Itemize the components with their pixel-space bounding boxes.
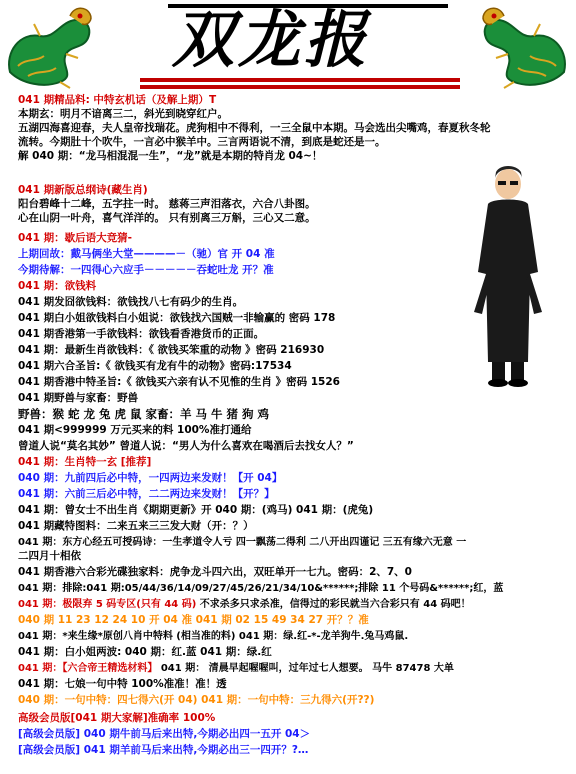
line-paichu: 041 期：排除:041 期:05/44/36/14/09/27/45/26/21/34/10&******;排除 11 个号码&******;红，蓝 bbox=[18, 583, 504, 594]
title-underline-2 bbox=[140, 85, 460, 89]
person-portrait bbox=[468, 162, 548, 387]
line-xiehouyu-last: 上期回故：戴马俩坐大堂————－（驰）官 开 04 准 bbox=[18, 248, 275, 260]
line-benqi-xuan: 本期玄：明月不谙离三二，斜光到晓穿红户。 bbox=[18, 108, 228, 120]
line-yuqian-header: 041 期：欲钱料 bbox=[18, 280, 97, 292]
line-zengnvshi: 041 期：曾女士不出生肖《期期更新》开 040 期：(鸡马) 041 期：(虎兔) bbox=[18, 504, 374, 516]
line-yeshou-list: 野兽：猴 蛇 龙 兔 虎 鼠 家畜：羊 马 牛 猪 狗 鸡 bbox=[18, 407, 270, 421]
line-laishengyuan: 041 期：*来生缘*原创八肖中特料 (相当准的料) 041 期：绿.红-*-龙羊狗牛.兔马鸡鼠. bbox=[18, 631, 409, 642]
line-yuqian-3: 041 期香港第一手欲钱料：欲钱看香港货币的正面。 bbox=[18, 328, 265, 340]
line-999999: 041 期<999999 万元买来的料 100%准打通给 bbox=[18, 424, 252, 436]
line-yuqian-6: 041 期香港中特圣旨:《 欲钱买六亲有认不见惟的生肖 》密码 1526 bbox=[18, 376, 340, 388]
line-poem-1: 五湖四海喜迎春，夫人皇帝找瑞花。虎狗相中不得利，一三全鼠中本期。马会选出尖嘴鸡，春夏秋冬轮 bbox=[18, 122, 491, 134]
line-yuqian-1: 041 期发囧欲钱料：欲钱找八七有码少的生肖。 bbox=[18, 296, 244, 308]
line-jixian-numbers: 040 期 11 23 12 24 10 开 04 准 041 期 02 15 49 34 27 开？？准 bbox=[18, 614, 369, 626]
line-yuqian-4: 041 期：最新生肖欲钱料：《 欲钱买笨重的动物 》密码 216930 bbox=[18, 344, 325, 356]
line-cangtetu: 041 期藏特图料：二来五来三三发大财（开：？） bbox=[18, 520, 254, 532]
text-segment: 041 期精品料: bbox=[18, 94, 90, 106]
text-segment: T bbox=[208, 94, 217, 106]
line-shengxiao-040: 040 期：九前四后必中特，一四两边来发财！【开 04】 bbox=[18, 472, 283, 484]
line-qiniang-results: 040 期：一句中特：四七得六(开 04) 041 期：一句中特：三九得六(开??) bbox=[18, 694, 375, 706]
line-xiehouyu-header: 041 期：歇后语大竞猜- bbox=[18, 232, 132, 244]
text-segment: 041 期：极限弃 5 码专区(只有 44 码) bbox=[18, 599, 197, 610]
line-dongfang-1: 041 期：东方心经五可授码诗：一生孝道令人亏 四一飘荡二得利 二八开出四谨记 三五有缘六无意 一 bbox=[18, 537, 467, 548]
line-gaoji-040: [高级会员版] 040 期牛前马后来出特,今期必出四一五开 04＞ bbox=[18, 728, 311, 740]
right-dragon-icon bbox=[478, 2, 574, 88]
line-shengxiao-header: 041 期：生肖特一玄 [推荐] bbox=[18, 456, 152, 468]
line-zengdaoren: 曾道人说“莫名其妙” 曾道人说：“男人为什么喜欢在喝酒后去找女人？” bbox=[18, 440, 354, 452]
title-underline bbox=[140, 78, 460, 82]
page-title-cut-char: 报 bbox=[304, 3, 371, 76]
page-title: 双龙报 bbox=[172, 3, 371, 76]
line-zonggang-1: 阳台碧峰十二峰，五字拄一时。 慈蒋三声泪落衣，六合八卦图。 bbox=[18, 198, 316, 210]
line-yuqian-2: 041 期白小姐欲钱料白小姐说：欲钱找六国贼一非输赢的 密码 178 bbox=[18, 312, 336, 324]
line-gaoji-041: [高级会员版] 041 期羊前马后来出特,今期必出三一四开？?… bbox=[18, 744, 309, 756]
line-jixian bbox=[18, 598, 471, 611]
line-jie-040: 解 040 期：“龙马相混混一生”，“龙”就是本期的特肖龙 04~！ bbox=[18, 150, 323, 162]
line-liangbo: 041 期：白小姐两波: 040 期：红.蓝 041 期：绿.红 bbox=[18, 646, 272, 658]
line-jingpin-header bbox=[18, 94, 216, 107]
text-segment: 041 期：【六合帝王精选材料】 bbox=[18, 663, 158, 674]
line-gaoji-header: 高级会员版[041 期大家解]准确率 100% bbox=[18, 712, 216, 724]
line-yeshou-header: 041 期野兽与家畜：野兽 bbox=[18, 392, 139, 404]
text-segment: 中特玄机话（及解上期） bbox=[89, 94, 209, 106]
line-qiniang: 041 期：七娘一句中特 100%准准！准！透 bbox=[18, 678, 227, 690]
text-segment: 不求杀多只求杀准，信得过的彩民就当六合彩只有 44 码吧！ bbox=[196, 599, 471, 610]
line-xiehouyu-this: 今期待解：一四得心六应手－－－－－吞蛇吐龙 开？准 bbox=[18, 264, 274, 276]
line-diwang bbox=[18, 662, 454, 675]
line-zonggang-2: 心在山阴一叶舟，喜气洋洋的。 只有别离三万斛，三心又二意。 bbox=[18, 212, 316, 224]
line-poem-2: 流转。今期肚十个吹牛，一言必中猴羊中。三言两语说不清，到底是蛇还是一。 bbox=[18, 136, 386, 148]
line-dongfang-2: 二四月十相依 bbox=[18, 550, 81, 562]
line-zonggang-header: 041 期新版总纲诗(藏生肖) bbox=[18, 184, 148, 196]
line-guangdie: 041 期香港六合彩光碟独家料：虎争龙斗四六出，双旺单开一七九。密码：2、7、0 bbox=[18, 566, 412, 578]
line-yuqian-5: 041 期六合圣旨:《 欲钱买有龙有牛的动物》密码:17534 bbox=[18, 360, 292, 372]
left-dragon-icon bbox=[0, 2, 96, 88]
line-shengxiao-041: 041 期：六前三后必中特，二二两边来发财！【开？】 bbox=[18, 488, 275, 500]
text-segment: 041 期： 清晨早起喔喔叫，过年过七人想要。 马牛 87478 大单 bbox=[157, 663, 454, 674]
